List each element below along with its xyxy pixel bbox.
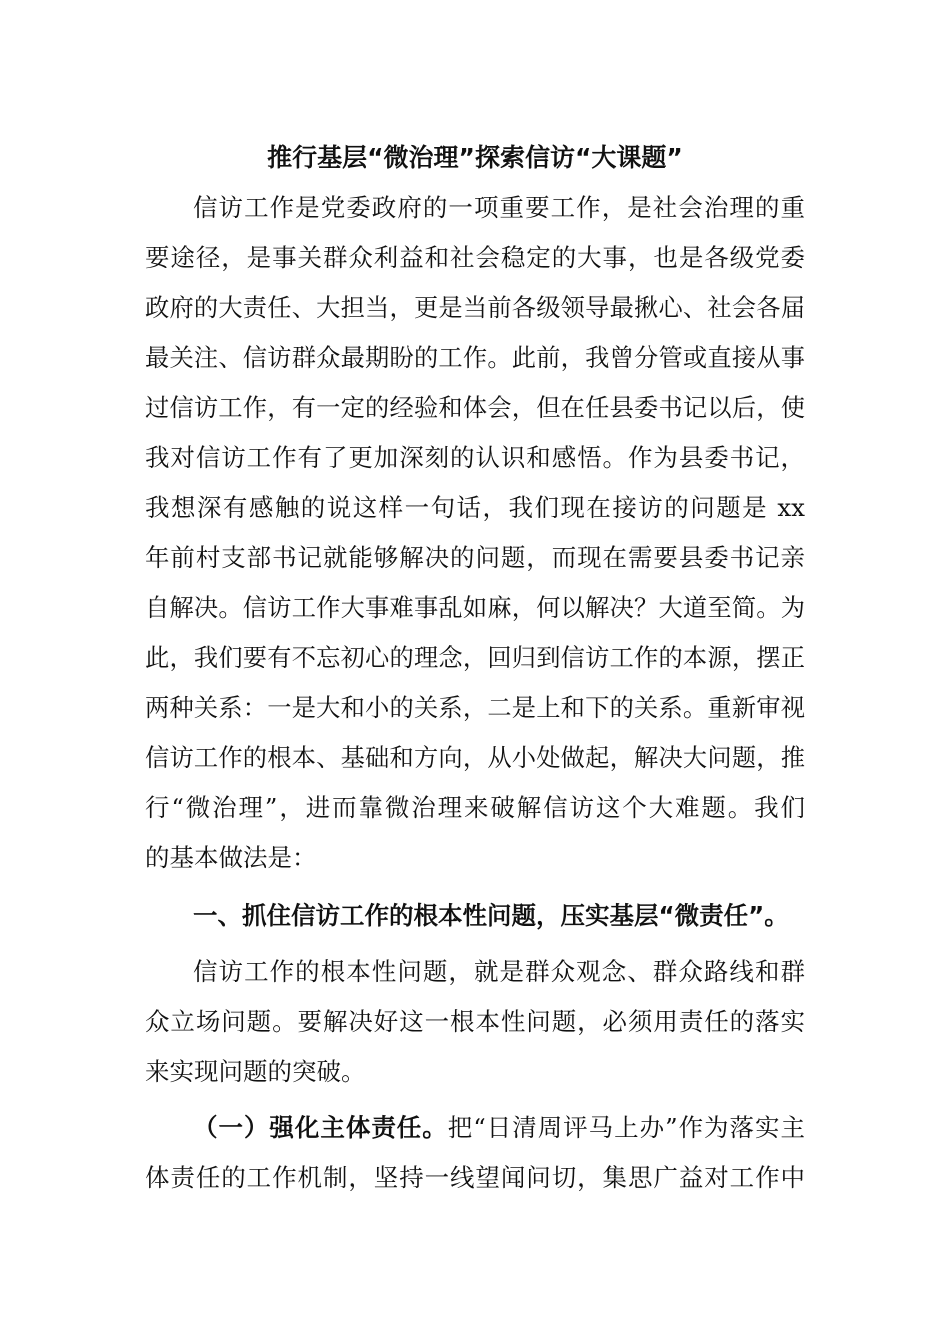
paragraph-line: 年前村支部书记就能够解决的问题，而现在需要县委书记亲	[145, 543, 805, 572]
section-heading: 一、抓住信访工作的根本性问题，压实基层“微责任”。	[193, 901, 789, 930]
paragraph-line: 来实现问题的突破。	[145, 1057, 366, 1086]
paragraph-line: 信访工作的根本、基础和方向，从小处做起，解决大问题，推	[145, 743, 805, 772]
paragraph-line: 自解决。信访工作大事难事乱如麻，何以解决？大道至简。为	[145, 593, 805, 622]
paragraph-line: 要途径，是事关群众利益和社会稳定的大事，也是各级党委	[145, 243, 805, 272]
subsection-heading: （一）强化主体责任。	[193, 1113, 448, 1142]
paragraph-line: 我对信访工作有了更加深刻的认识和感悟。作为县委书记，	[145, 443, 805, 472]
paragraph-line: 两种关系：一是大和小的关系，二是上和下的关系。重新审视	[145, 693, 805, 722]
subsection-line	[193, 1108, 805, 1148]
paragraph-line: 信访工作是党委政府的一项重要工作，是社会治理的重	[193, 193, 805, 222]
paragraph-line: 最关注、信访群众最期盼的工作。此前，我曾分管或直接从事	[145, 343, 805, 372]
paragraph-line: 信访工作的根本性问题，就是群众观念、群众路线和群	[193, 957, 805, 986]
paragraph-line: 体责任的工作机制，坚持一线望闻问切，集思广益对工作中	[145, 1163, 805, 1192]
paragraph-line: 政府的大责任、大担当，更是当前各级领导最揪心、社会各届	[145, 293, 805, 322]
paragraph-line: 过信访工作，有一定的经验和体会，但在任县委书记以后，使	[145, 393, 805, 422]
paragraph-line: 众立场问题。要解决好这一根本性问题，必须用责任的落实	[145, 1007, 805, 1036]
paragraph-line: 我想深有感触的说这样一句话，我们现在接访的问题是 xx	[145, 493, 805, 522]
subsection-text: 把“日清周评马上办”作为落实主	[447, 1113, 805, 1142]
paragraph-line: 此，我们要有不忘初心的理念，回归到信访工作的本源，摆正	[145, 643, 805, 672]
paragraph-line: 的基本做法是：	[145, 843, 317, 872]
document-title: 推行基层“微治理”探索信访“大课题”	[267, 143, 683, 172]
paragraph-line: 行“微治理”，进而靠微治理来破解信访这个大难题。我们	[145, 793, 805, 822]
